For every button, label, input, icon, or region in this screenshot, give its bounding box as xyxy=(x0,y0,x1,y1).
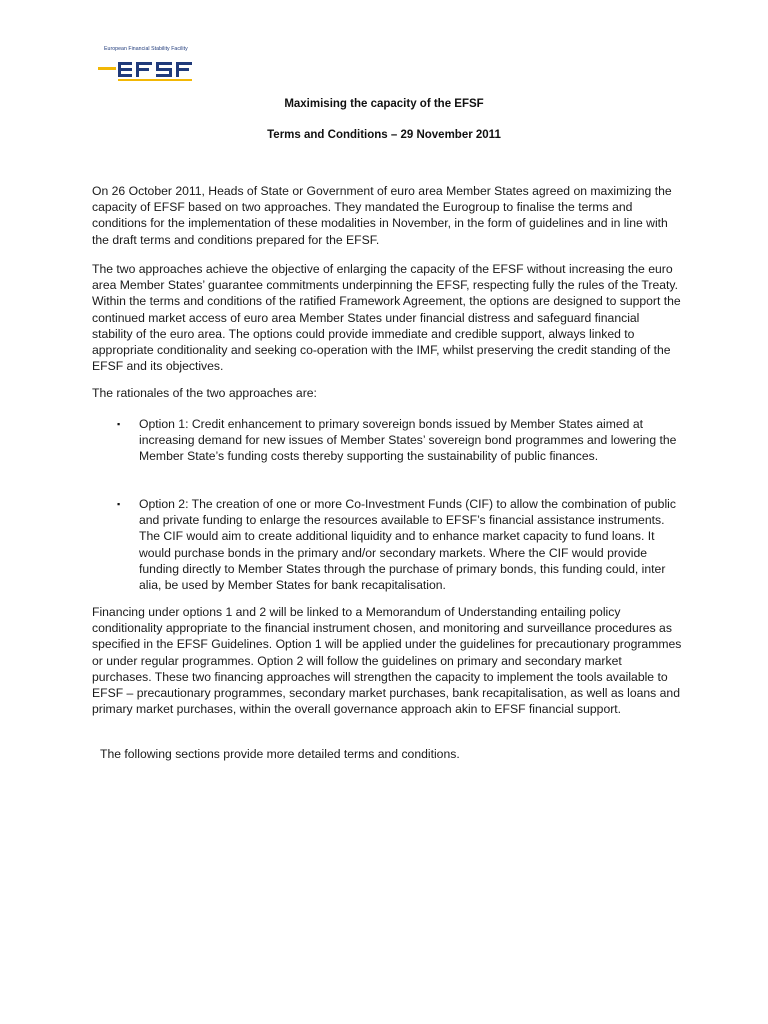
paragraph-approaches: The two approaches achieve the objective of enlarging the capacity of the EFSF without increasing the euro area Member States’ guarantee commitments underpinning the EFSF, respecting fully the rules of the Treaty. Within the terms and conditions of the ratified Framework Agreement, the options are designed to support the continued market access of euro area Member States under financial distress and safeguard financial stability of the euro area. The options could provide immediate and credible support, always linked to appropriate conditionality and seeking co-operation with the IMF, whilst preserving the credit standing of the EFSF and its objectives. xyxy=(92,262,681,374)
paragraph-intro: On 26 October 2011, Heads of State or Government of euro area Member States agreed on maximizing the capacity of EFSF based on two approaches. They mandated the Eurogroup to finalise the terms and conditions for the implementation of these modalities in November, in the form of guidelines and in line with the draft terms and conditions prepared for the EFSF. xyxy=(92,184,672,247)
bullet-option-2: Option 2: The creation of one or more Co-Investment Funds (CIF) to allow the combination of public and private funding to enlarge the resources available to EFSF’s financial assistance instruments. The CIF would aim to create additional liquidity and to enhance market capacity to fund loans. It would purchase bonds in the primary and/or secondary markets. Where the CIF would provide funding directly to Member States through the purchase of primary bonds, this funding could, inter alia, be used by Member States for bank recapitalisation. xyxy=(139,497,676,593)
paragraph-financing: Financing under options 1 and 2 will be linked to a Memorandum of Understanding entailing policy conditionality appropriate to the financial instrument chosen, and monitoring and surveillance procedures as specified in the EFSF Guidelines. Option 1 will be applied under the guidelines for precautionary programmes or under regular programmes. Option 2 will follow the guidelines on primary and secondary market purchases. These two financing approaches will strengthen the capacity to implement the tools available to EFSF – precautionary programmes, secondary market purchases, bank recapitalisation, as well as loans and primary market purchases, within the overall governance approach akin to EFSF financial support. xyxy=(92,605,682,717)
document-title: Maximising the capacity of the EFSF xyxy=(284,98,484,110)
efsf-logo-mark xyxy=(96,54,208,84)
paragraph-following-sections: The following sections provide more detailed terms and conditions. xyxy=(100,747,460,761)
bullet-marker: ▪ xyxy=(117,419,121,429)
bullet-option-1: Option 1: Credit enhancement to primary sovereign bonds issued by Member States aimed at increasing demand for new issues of Member States’ sovereign bond programmes and lowering the Member State’s funding costs thereby supporting the sustainability of public finances. xyxy=(139,417,677,464)
paragraph-rationales: The rationales of the two approaches are: xyxy=(92,386,317,400)
efsf-logo xyxy=(96,46,216,86)
bullet-marker: ▪ xyxy=(117,499,121,509)
logo-caption: European Financial Stability Facility xyxy=(104,46,188,52)
document-subtitle: Terms and Conditions – 29 November 2011 xyxy=(267,129,501,141)
